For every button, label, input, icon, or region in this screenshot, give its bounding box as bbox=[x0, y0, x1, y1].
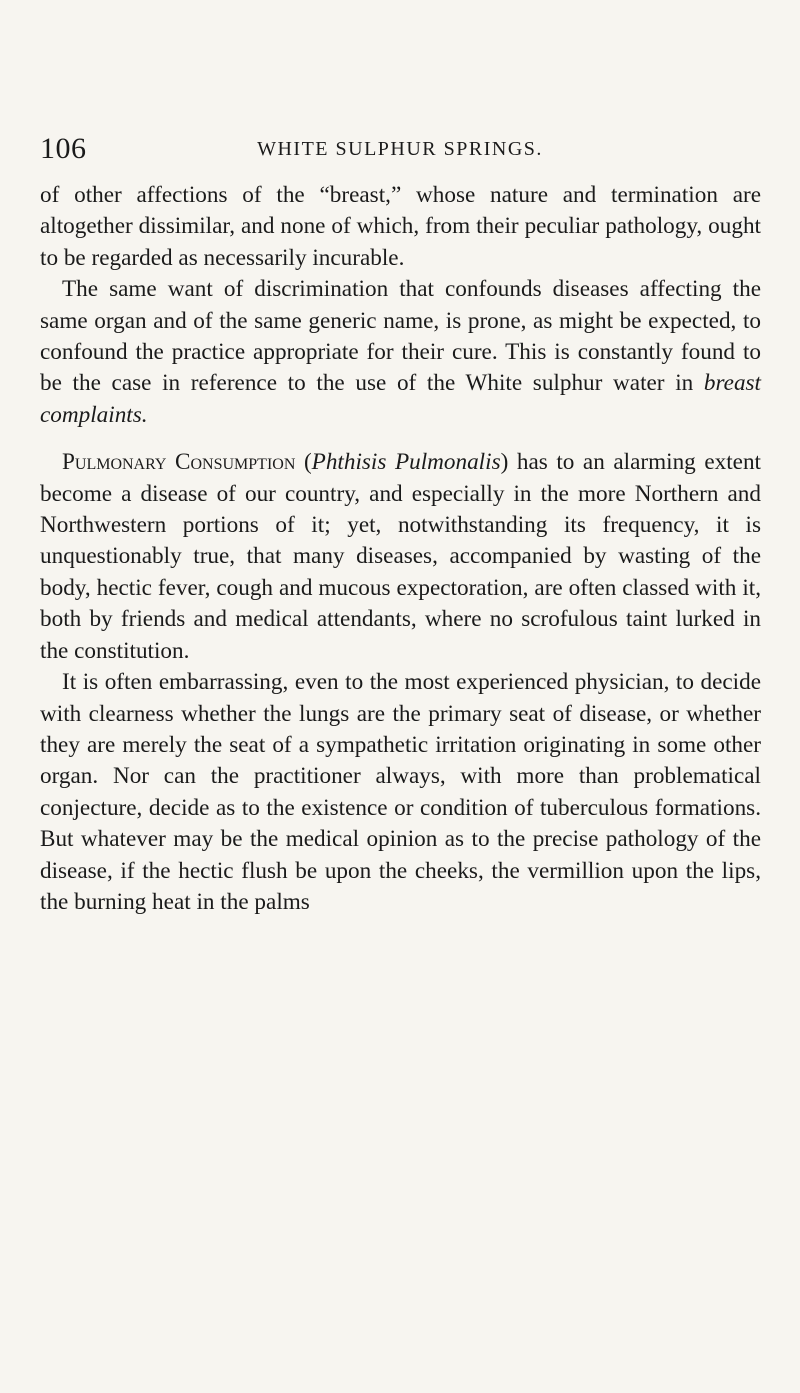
paragraph-diagnosis: It is often embarrassing, even to the most experienced physician, to decide with clearness whether the lungs are the primary seat of disease, or whether they are merely the seat of a sympathetic irritation originating in some other organ. Nor can the practitioner always, with more than problematical conjecture, decide as to the existence or condition of tuberculous formations. But whatever may be the medical opinion as to the precise pathology of the disease, if the hectic flush be upon the cheeks, the vermillion upon the lips, the burning heat in the palms bbox=[40, 669, 761, 915]
running-head: WHITE SULPHUR SPRINGS. bbox=[257, 138, 543, 160]
page-header bbox=[40, 132, 760, 176]
page-number: 106 bbox=[40, 132, 87, 165]
paragraph-text: The same want of discrimination that confounds diseases affecting the same organ and of the same generic name, is prone, as might be expected, to confound the practice appropriate for their cure. This is constantly found to be the case in reference to the use of the White sulphur water in bbox=[40, 276, 761, 397]
paragraph-continued: of other affections of the “breast,” whose nature and termination are altogether dissimilar, and none of which, from their peculiar pathology, ought to be regarded as necessarily incurable. bbox=[40, 182, 761, 271]
topic-heading: Pulmonary Consumption bbox=[62, 449, 296, 476]
section-gap bbox=[40, 431, 761, 447]
body-text bbox=[40, 180, 761, 918]
latin-term: Phthisis Pulmonalis bbox=[311, 449, 501, 476]
paren-open: ( bbox=[295, 449, 312, 476]
emphasis-breast-complaints: breast complaints. bbox=[40, 370, 761, 428]
paragraph-text: ) has to an alarming extent become a disease of our country, and especially in the more Northern and Northwestern portions of it; yet, notwithstanding its frequency, it is unquestionably true, that many diseases, accompanied by wasting of the body, hectic fever, cough and mucous expectoration, are often classed with it, both by friends and medical attendants, where no scrofulous taint lurked in the constitution. bbox=[40, 449, 761, 664]
paragraph-discrimination bbox=[40, 274, 761, 431]
paragraph-pulmonary-consumption bbox=[40, 447, 761, 667]
